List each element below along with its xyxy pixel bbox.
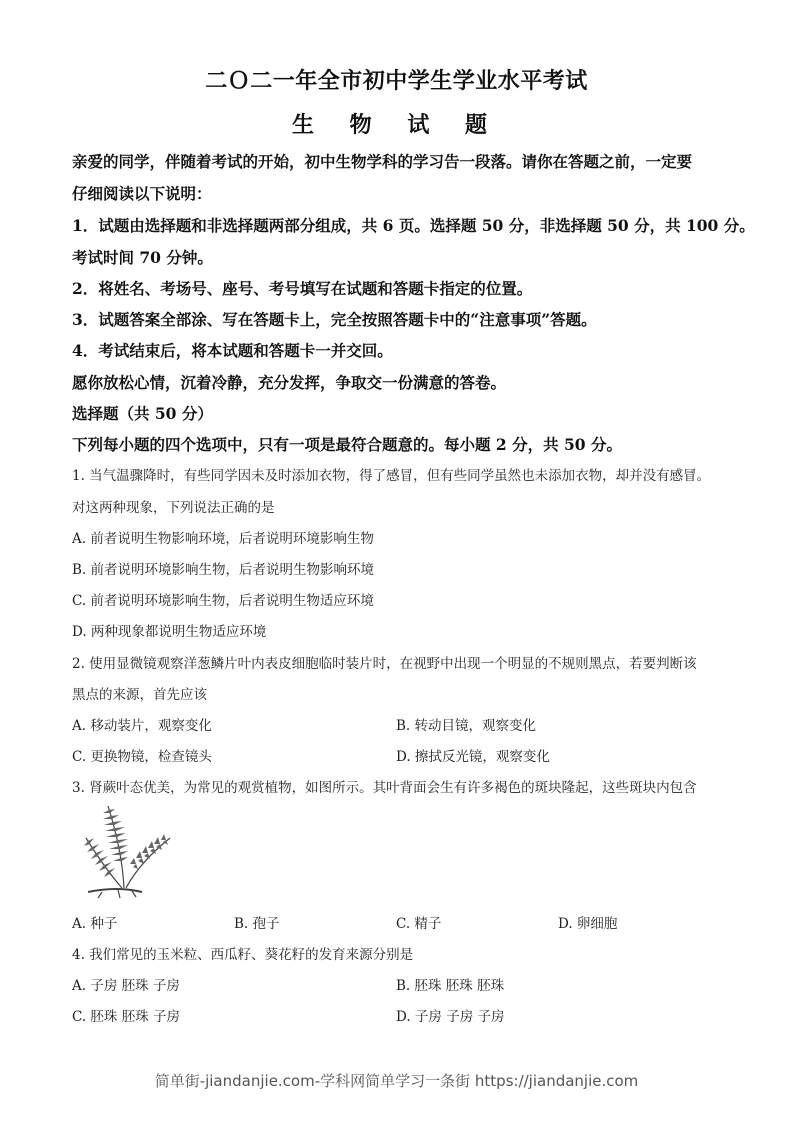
question-2-stem-cont: 黑点的来源，首先应该: [72, 687, 207, 703]
question-3-option-d: D. 卵细胞: [558, 916, 618, 932]
question-3-option-a: A. 种子: [72, 916, 118, 932]
question-4-option-a: A. 子房 胚珠 子房: [72, 978, 180, 994]
question-1-option-c: C. 前者说明环境影响生物，后者说明生物适应环境: [72, 593, 374, 609]
instruction-item-1: 1．试题由选择题和非选择题两部分组成，共 6 页。选择题 50 分，非选择题 50 分，共 100 分。: [72, 216, 755, 235]
intro-line-2: 仔细阅读以下说明：: [72, 184, 212, 203]
question-1-stem: 1. 当气温骤降时，有些同学因未及时添加衣物，得了感冒，但有些同学虽然也未添加衣物，却并没有感冒。: [72, 468, 711, 484]
question-1-option-d: D. 两种现象都说明生物适应环境: [72, 624, 267, 640]
instruction-item-4: 4．考试结束后，将本试题和答题卡一并交回。: [72, 341, 393, 360]
question-4-option-b: B. 胚珠 胚珠 胚珠: [396, 978, 505, 994]
question-4-stem: 4. 我们常见的玉米粒、西瓜籽、葵花籽的发育来源分别是: [72, 947, 414, 963]
section-title: 选择题（共 50 分）: [72, 404, 213, 423]
question-3-option-b: B. 孢子: [234, 916, 280, 932]
footer-watermark: 简单街-jiandanjie.com-学科网简单学习一条街 https://jiandanjie.com: [154, 1072, 639, 1090]
question-2-option-b: B. 转动目镜，观察变化: [396, 718, 537, 734]
instruction-item-1-cont: 考试时间 70 分钟。: [72, 248, 213, 267]
question-1-option-b: B. 前者说明环境影响生物，后者说明生物影响环境: [72, 562, 375, 578]
question-4-option-c: C. 胚珠 胚珠 子房: [72, 1009, 181, 1025]
fern-illustration: [78, 800, 174, 900]
fern-icon: [78, 800, 174, 900]
exam-title: 二Ｏ二一年全市初中学生学业水平考试: [205, 68, 588, 94]
question-2-stem: 2. 使用显微镜观察洋葱鳞片叶内表皮细胞临时装片时，在视野中出现一个明显的不规则黑点，若要判断该: [72, 656, 697, 672]
question-3-option-c: C. 精子: [396, 916, 442, 932]
question-2-option-a: A. 移动装片，观察变化: [72, 718, 212, 734]
question-2-option-c: C. 更换物镜，检查镜头: [72, 749, 212, 765]
section-description: 下列每小题的四个选项中，只有一项是最符合题意的。每小题 2 分，共 50 分。: [72, 435, 622, 454]
question-3-stem: 3. 肾蕨叶态优美，为常见的观赏植物，如图所示。其叶背面会生有许多褐色的斑块隆起，这些斑块内包含: [72, 780, 697, 796]
question-2-option-d: D. 擦拭反光镜，观察变化: [396, 749, 550, 765]
question-1-stem-cont: 对这两种现象，下列说法正确的是: [72, 500, 275, 516]
instruction-item-3: 3．试题答案全部涂、写在答题卡上，完全按照答题卡中的“注意事项”答题。: [72, 310, 597, 329]
wish-text: 愿你放松心情，沉着冷静，充分发挥，争取交一份满意的答卷。: [72, 373, 507, 392]
question-1-option-a: A. 前者说明生物影响环境，后者说明环境影响生物: [72, 531, 374, 547]
instruction-item-2: 2．将姓名、考场号、座号、考号填写在试题和答题卡指定的位置。: [72, 279, 533, 298]
question-4-option-d: D. 子房 子房 子房: [396, 1009, 505, 1025]
intro-line-1: 亲爱的同学，伴随着考试的开始，初中生物学科的学习告一段落。请你在答题之前，一定要: [72, 152, 693, 171]
exam-subject: 生 物 试 题: [292, 112, 501, 138]
